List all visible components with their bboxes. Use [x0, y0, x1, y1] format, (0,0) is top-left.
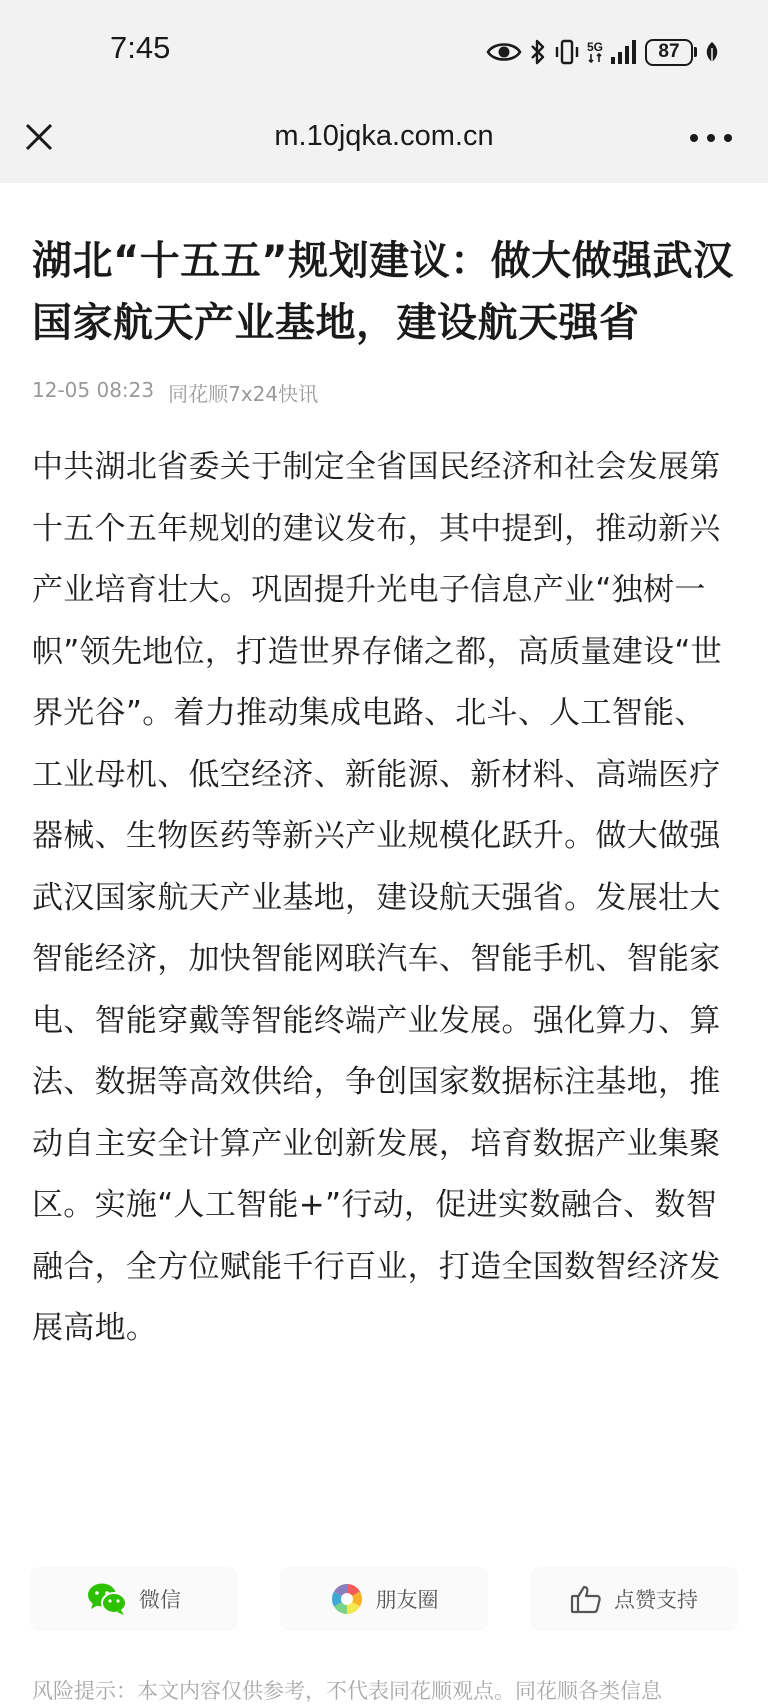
signal-icon	[610, 39, 638, 65]
5g-icon: 5G	[587, 41, 603, 63]
article-source: 同花顺7x24快讯	[168, 382, 319, 406]
like-button[interactable]	[530, 1567, 738, 1631]
status-bar	[0, 0, 768, 100]
share-bar	[30, 1567, 738, 1631]
moments-icon	[330, 1582, 364, 1616]
browser-nav-bar	[0, 100, 768, 183]
share-moments-button[interactable]	[280, 1567, 488, 1631]
leaf-icon	[704, 40, 720, 64]
article-body: 中共湖北省委关于制定全省国民经济和社会发展第十五个五年规划的建议发布，其中提到，推动新兴产业培育壮大。巩固提升光电子信息产业“独树一帜”领先地位，打造世界存储之都，高质量建设“世界光谷”。着力推动集成电路、北斗、人工智能、工业母机、低空经济、新能源、新材料、高端医疗器械、生物医药等新兴产业规模化跃升。做大做强武汉国家航天产业基地，建设航天强省。发展壮大智能经济，加快智能网联汽车、智能手机、智能家电、智能穿戴等智能终端产业发展。强化算力、算法、数据等高效供给，争创国家数据标注基地，推动自主安全计算产业创新发展，培育数据产业集聚区。实施“人工智能+”行动，促进实数融合、数智融合，全方位赋能千行百业，打造全国数智经济发展高地。	[32, 449, 723, 1346]
share-wechat-button[interactable]	[30, 1567, 238, 1631]
more-icon[interactable]	[690, 125, 732, 151]
page-url[interactable]: m.10jqka.com.cn	[274, 120, 494, 152]
wechat-icon	[87, 1582, 127, 1616]
battery-icon: 87	[645, 39, 697, 66]
status-time: 7:45	[110, 30, 171, 65]
share-wechat-label: 微信	[139, 1588, 181, 1612]
article	[32, 230, 736, 1360]
article-meta	[32, 378, 736, 407]
vibrate-icon	[554, 38, 580, 66]
risk-disclaimer: 风险提示：本文内容仅供参考，不代表同花顺观点。同花顺各类信息	[32, 1679, 662, 1703]
like-label: 点赞支持	[614, 1588, 698, 1612]
thumbs-up-icon	[570, 1584, 602, 1614]
bluetooth-icon	[529, 38, 547, 66]
article-date: 12-05 08:23	[32, 378, 155, 402]
eye-icon	[486, 40, 522, 64]
status-icons	[486, 34, 720, 70]
browser-topbar	[0, 0, 768, 183]
article-title: 湖北“十五五”规划建议：做大做强武汉国家航天产业基地，建设航天强省	[32, 238, 734, 346]
share-moments-label: 朋友圈	[375, 1588, 439, 1612]
